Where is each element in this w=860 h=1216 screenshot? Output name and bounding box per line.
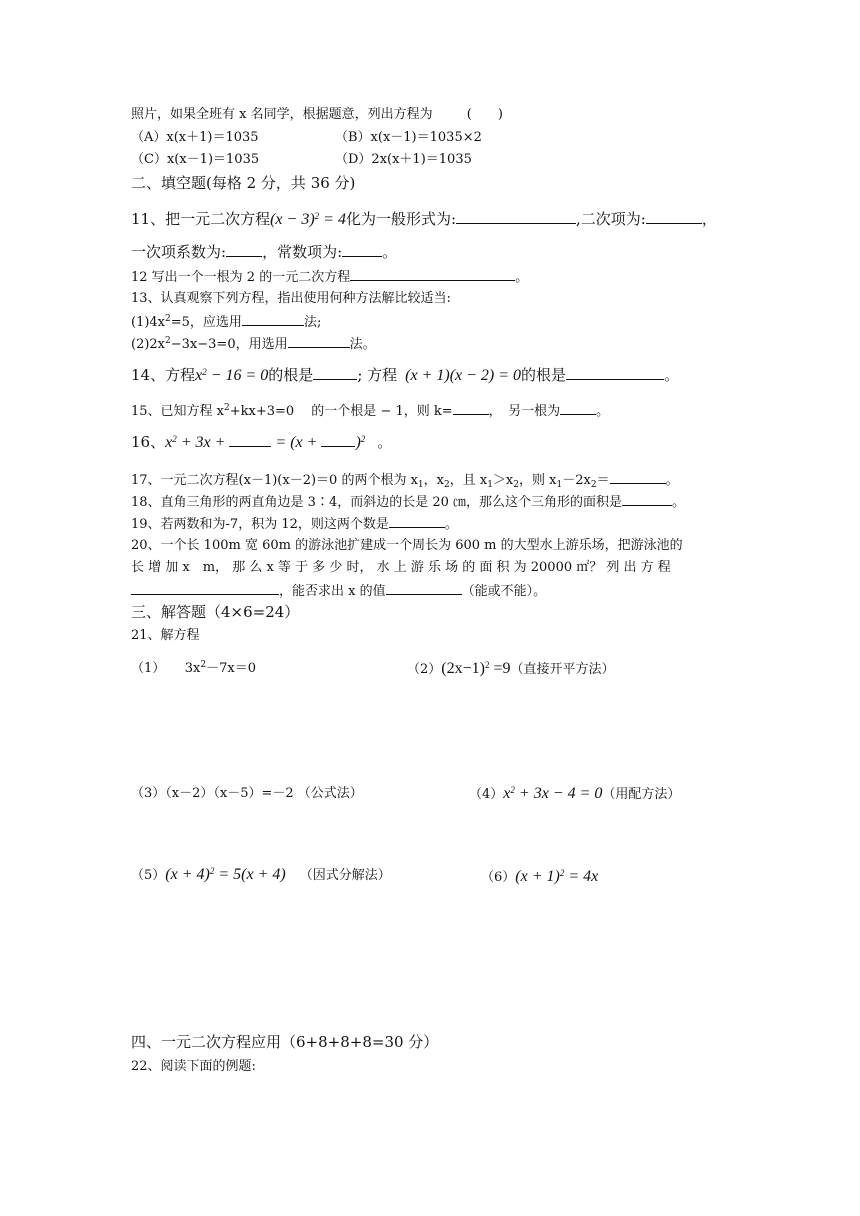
- q11-prefix: 11、把一元二次方程: [131, 210, 271, 228]
- q14-equation2: (x + 1)(x − 2) = 0: [405, 367, 522, 384]
- q21-title: 21、解方程: [131, 628, 200, 643]
- q11-general-form-label: 化为一般形式为:: [345, 210, 457, 228]
- q19-line: 19、若两数和为-7，积为 12，则这两个数是 。: [131, 514, 458, 534]
- q18-line: 18、直角三角形的两直角边是 3∶4，而斜边的长是 20 ㎝，那么这个三角形的面积是 。: [131, 492, 685, 512]
- q17-blank[interactable]: [610, 470, 666, 484]
- q11-comma: ，: [701, 210, 717, 228]
- q21-part6-equation: $(x + 1)^2 = 4x$: [515, 868, 599, 885]
- q12-period: 。: [515, 270, 529, 285]
- q14-equation1: $x^2 - 16 = 0$: [195, 367, 269, 384]
- q16-equation: $x^2 + 3x$ + = $(x + )^2$: [165, 434, 366, 451]
- q13-item2-blank[interactable]: [288, 334, 350, 348]
- q14-blank1[interactable]: [313, 366, 357, 380]
- q21-part5: $(5)(x + 4)^2 = 5(x + 4)$ （因式分解法）: [131, 866, 391, 883]
- q19-blank[interactable]: [389, 514, 445, 528]
- q15-line: 15、已知方程 $x^2+kx+3=0$ 的一个根是 − 1，则 k= ， 另一根为 。: [131, 403, 610, 419]
- q22-text: 22、阅读下面的例题:: [131, 1059, 256, 1074]
- q11-period: 。: [382, 243, 398, 261]
- q10-option-d: （D）2x(x＋1)＝1035: [335, 152, 472, 167]
- q14-blank2[interactable]: [566, 366, 664, 380]
- q14-prefix: 14、方程: [131, 366, 196, 384]
- q11-quadratic-term-blank[interactable]: [646, 210, 702, 224]
- section2-title: 二、填空题(每格 2 分，共 36 分): [131, 174, 356, 192]
- q10-option-b: （B）x(x－1)＝1035×2: [335, 130, 482, 145]
- q13-item1-blank[interactable]: [242, 312, 304, 326]
- q21-part1: （1） $3x^2-7x=0$: [131, 660, 256, 676]
- q11-line1: [131, 210, 717, 229]
- q11-linear-coef-blank[interactable]: [226, 243, 262, 257]
- q21-part3: （3）（x－2）（x－5）=－2 （公式法）: [131, 786, 363, 801]
- q11-general-form-blank[interactable]: [456, 210, 576, 224]
- q21-part4: $(4)x^2 + 3x - 4 = 0$（用配方法）: [469, 785, 681, 802]
- q11-linear-coef-label: 一次项系数为:: [131, 243, 227, 261]
- q20-line1: 20、一个长 100m 宽 60m 的游泳池扩建成一个周长为 600 m 的大型水上游乐场，把游泳池的: [131, 538, 683, 553]
- q15-k-blank[interactable]: [453, 401, 489, 415]
- q16-blank1[interactable]: [229, 433, 271, 447]
- q21-part5-equation: $(x + 4)^2 = 5(x + 4)$: [165, 866, 286, 883]
- q15-root-blank[interactable]: [560, 401, 596, 415]
- q11-equation: $(x - 3)^2 = 4$: [270, 211, 346, 228]
- q10-text: 照片，如果全班有 x 名同学，根据题意，列出方程为: [131, 107, 433, 122]
- q18-blank[interactable]: [622, 492, 672, 506]
- q10-options-row2: [131, 151, 259, 169]
- q13-item2: $(2)2x^2-3x-3=0$，用选用 法。: [131, 336, 376, 352]
- q11-constant-label: ，常数项为:: [262, 243, 343, 261]
- q10-answer-paren: ( ): [466, 107, 503, 122]
- q21-part2-equation: $(2x-1)^2 =9$: [441, 660, 511, 677]
- q13-item1: $(1)4x^2=5$，应选用 法;: [131, 314, 322, 330]
- section3-title: 三、解答题（4×6=24）: [131, 603, 300, 621]
- q21-part2: $(2)(2x-1)^2 =9$（直接开平方法）: [407, 660, 615, 677]
- q20-equation-blank[interactable]: [131, 581, 279, 595]
- q12-text: 12 写出一个一根为 2 的一元二次方程: [131, 270, 351, 285]
- q11-quadratic-term-label: ,二次项为:: [576, 210, 646, 228]
- q21-part6: $(6)(x + 1)^2 = 4x$: [481, 868, 599, 885]
- q20-line2: 长 增 加 x m， 那 么 x 等 于 多 少 时， 水 上 游 乐 场 的 面 积 为 20000 ㎡？ 列 出 方 程: [131, 560, 671, 575]
- q17-line: 17、一元二次方程(x－1)(x－2)＝0 的两个根为 $x_1$，$x_2$，且 $x_1>x_2$，则 $x_1-2x_2=$ 。: [131, 470, 679, 490]
- q21-part4-equation: $x^2 + 3x - 4 = 0$: [503, 785, 603, 802]
- section4-title: 四、一元二次方程应用（6+8+8+8=30 分）: [131, 1033, 439, 1051]
- q20-answer-blank[interactable]: [386, 581, 462, 595]
- q11-line2: [131, 243, 397, 261]
- q20-line3: ，能否求出 x 的值 （能或不能）。: [131, 581, 546, 601]
- q16-blank2[interactable]: [321, 433, 355, 447]
- q12-blank[interactable]: [350, 267, 515, 281]
- q10-line: [131, 106, 503, 124]
- q13-text: 13、认真观察下列方程，指出使用何种方法解比较适当:: [131, 291, 451, 306]
- q10-option-c: （C）x(x－1)＝1035: [131, 152, 260, 167]
- q12-line: [131, 267, 528, 287]
- q10-options-row1: [131, 129, 259, 147]
- q14-line: 14、方程$x^2 - 16 = 0$的根是 ; 方程 (x + 1)(x − 2) = 0的根是 。: [131, 366, 680, 384]
- q11-constant-blank[interactable]: [342, 243, 382, 257]
- q16-line: 16、$x^2 + 3x$ + = $(x + )^2$ 。: [131, 433, 393, 451]
- q10-option-a: （A）x(x＋1)＝1035: [131, 130, 259, 145]
